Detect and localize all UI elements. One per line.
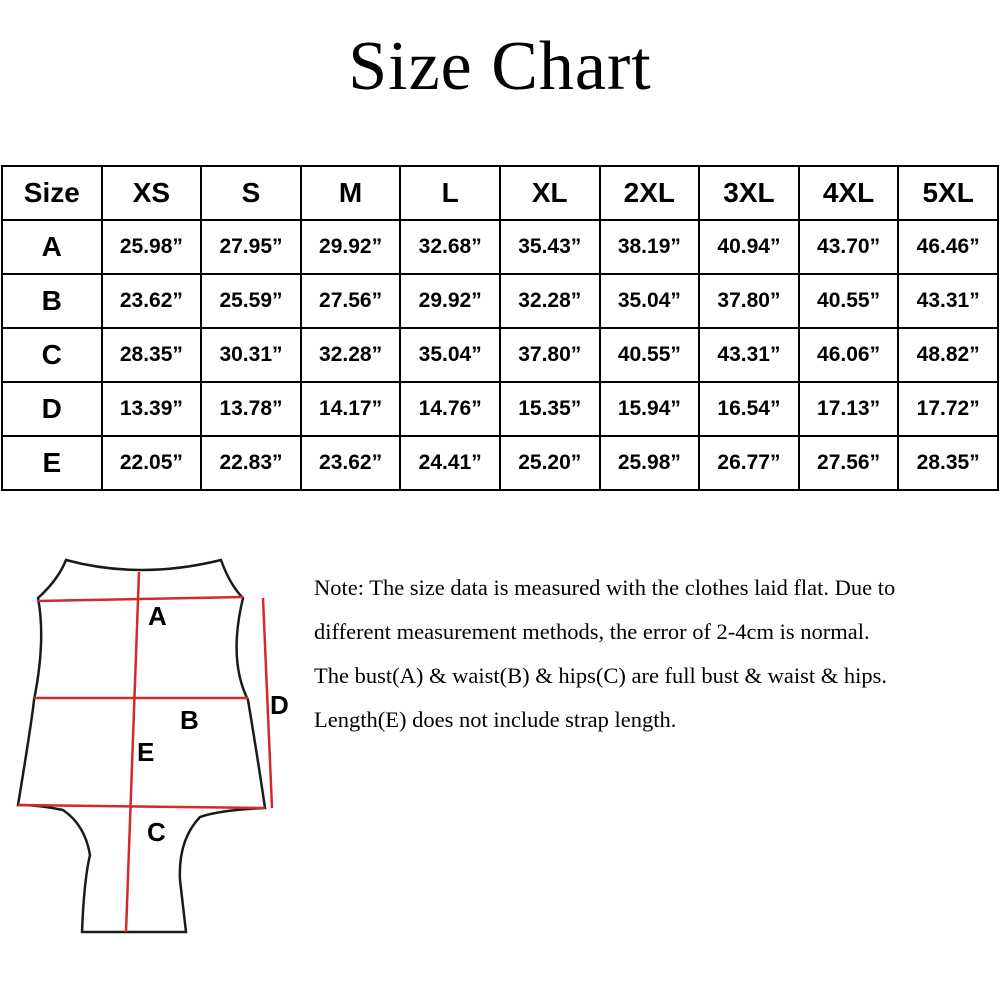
table-cell: 30.31” [201,328,301,382]
table-cell: 46.06” [799,328,899,382]
size-table [1,165,999,491]
table-cell: 43.31” [699,328,799,382]
table-cell: 25.98” [600,436,700,490]
table-cell: 29.92” [301,220,401,274]
table-cell: 32.28” [500,274,600,328]
row-label: D [2,382,102,436]
table-cell: 43.31” [898,274,998,328]
note-line: Length(E) does not include strap length. [314,707,677,732]
table-row [2,220,998,274]
row-label: A [2,220,102,274]
note-line: The bust(A) & waist(B) & hips(C) are full bust & waist & hips. [314,663,888,688]
table-cell: 46.46” [898,220,998,274]
table-cell: 22.05” [102,436,202,490]
table-cell: 37.80” [699,274,799,328]
note-line: different measurement methods, the error of 2-4cm is normal. [314,619,870,644]
table-cell: 40.94” [699,220,799,274]
table-cell: 25.98” [102,220,202,274]
garment-diagram [0,540,310,940]
table-cell: 48.82” [898,328,998,382]
table-cell: 29.92” [400,274,500,328]
row-label: C [2,328,102,382]
table-cell: 25.20” [500,436,600,490]
size-header: 2XL [600,166,700,220]
table-cell: 35.04” [600,274,700,328]
table-cell: 40.55” [600,328,700,382]
table-row [2,382,998,436]
size-header: 4XL [799,166,899,220]
table-row [2,436,998,490]
note-line: Note: The size data is measured with the clothes laid flat. Due to [314,575,896,600]
row-label: B [2,274,102,328]
table-cell: 25.59” [201,274,301,328]
table-cell: 17.72” [898,382,998,436]
table-row [2,274,998,328]
diagram-label-b: B [180,705,199,735]
table-cell: 23.62” [102,274,202,328]
table-cell: 15.35” [500,382,600,436]
table-cell: 32.28” [301,328,401,382]
table-cell: 35.04” [400,328,500,382]
page-title: Size Chart [348,28,652,105]
table-cell: 23.62” [301,436,401,490]
size-header: XL [500,166,600,220]
table-cell: 15.94” [600,382,700,436]
table-cell: 35.43” [500,220,600,274]
table-cell: 32.68” [400,220,500,274]
table-cell: 27.95” [201,220,301,274]
table-cell: 14.17” [301,382,401,436]
table-cell: 14.76” [400,382,500,436]
table-cell: 26.77” [699,436,799,490]
table-cell: 13.78” [201,382,301,436]
diagram-label-d: D [270,690,289,720]
row-label: E [2,436,102,490]
table-row [2,328,998,382]
measure-line-a [37,597,243,601]
table-cell: 17.13” [799,382,899,436]
table-cell: 22.83” [201,436,301,490]
table-corner-label: Size [2,166,102,220]
size-note [314,566,998,742]
size-header: S [201,166,301,220]
size-header: XS [102,166,202,220]
diagram-label-a: A [148,601,167,631]
diagram-label-c: C [147,817,166,847]
size-header: M [301,166,401,220]
table-cell: 43.70” [799,220,899,274]
size-header: 3XL [699,166,799,220]
size-header: 5XL [898,166,998,220]
table-cell: 27.56” [799,436,899,490]
table-cell: 28.35” [102,328,202,382]
diagram-label-e: E [137,737,155,767]
size-header: L [400,166,500,220]
table-cell: 13.39” [102,382,202,436]
table-cell: 16.54” [699,382,799,436]
table-cell: 24.41” [400,436,500,490]
table-cell: 40.55” [799,274,899,328]
table-cell: 27.56” [301,274,401,328]
table-cell: 38.19” [600,220,700,274]
table-cell: 37.80” [500,328,600,382]
table-header-row [2,166,998,220]
table-cell: 28.35” [898,436,998,490]
